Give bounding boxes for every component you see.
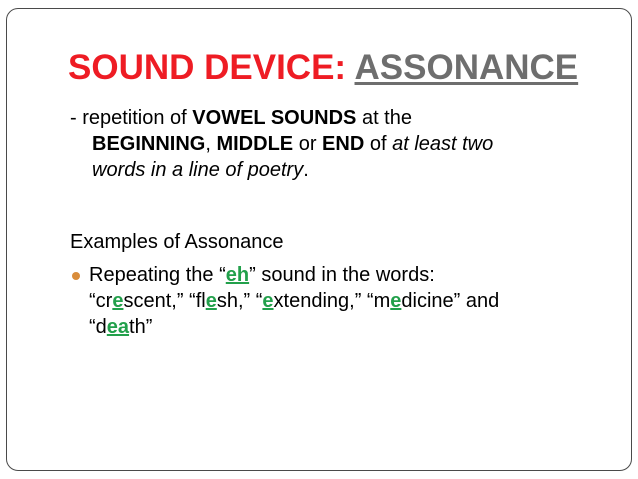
definition-line-3	[70, 157, 590, 183]
definition-italic: at least two	[392, 133, 494, 155]
definition-line-2	[70, 131, 590, 157]
word-text: sh,”	[216, 290, 256, 312]
bullet-line-3	[70, 314, 610, 340]
highlight-vowel: e	[262, 290, 274, 312]
bullet-dot-icon	[72, 272, 80, 280]
definition-bold: BEGINNING	[92, 133, 206, 155]
highlight-vowel: e	[205, 290, 217, 312]
definition-bold: MIDDLE	[216, 133, 294, 155]
examples-heading: Examples of Assonance	[70, 231, 284, 253]
definition-italic: words in a line of poetry	[92, 159, 304, 181]
definition	[70, 105, 590, 183]
bullet-text: ” sound in the words:	[249, 264, 435, 286]
word-text: “	[255, 290, 263, 312]
slide-title	[68, 48, 578, 88]
bullet-line-1	[70, 262, 610, 288]
title-prefix: SOUND DEVICE:	[68, 48, 355, 87]
definition-line-1	[70, 105, 590, 131]
word-text: “m	[366, 290, 391, 312]
definition-text: - repetition of	[70, 107, 193, 129]
word-text: th”	[129, 316, 153, 338]
highlight-vowel: e	[112, 290, 124, 312]
definition-text: or	[293, 133, 323, 155]
bullet-line-2	[70, 288, 610, 314]
definition-text: ,	[205, 133, 217, 155]
definition-text: .	[303, 159, 309, 181]
bullet-text: Repeating the “	[89, 264, 226, 286]
definition-bold: END	[322, 133, 365, 155]
word-text: “fl	[189, 290, 206, 312]
definition-text: of	[364, 133, 393, 155]
title-term: ASSONANCE	[354, 48, 579, 87]
word-text: dicine” and	[401, 290, 500, 312]
example-bullet	[70, 262, 610, 340]
word-text: xtending,”	[273, 290, 367, 312]
highlight-vowel: ea	[106, 316, 130, 338]
word-text: scent,”	[123, 290, 190, 312]
word-text: “d	[89, 316, 107, 338]
highlight-sound: eh	[225, 264, 250, 286]
highlight-vowel: e	[390, 290, 402, 312]
definition-bold: VOWEL SOUNDS	[192, 107, 357, 129]
definition-text: at the	[356, 107, 412, 129]
word-text: “cr	[89, 290, 113, 312]
